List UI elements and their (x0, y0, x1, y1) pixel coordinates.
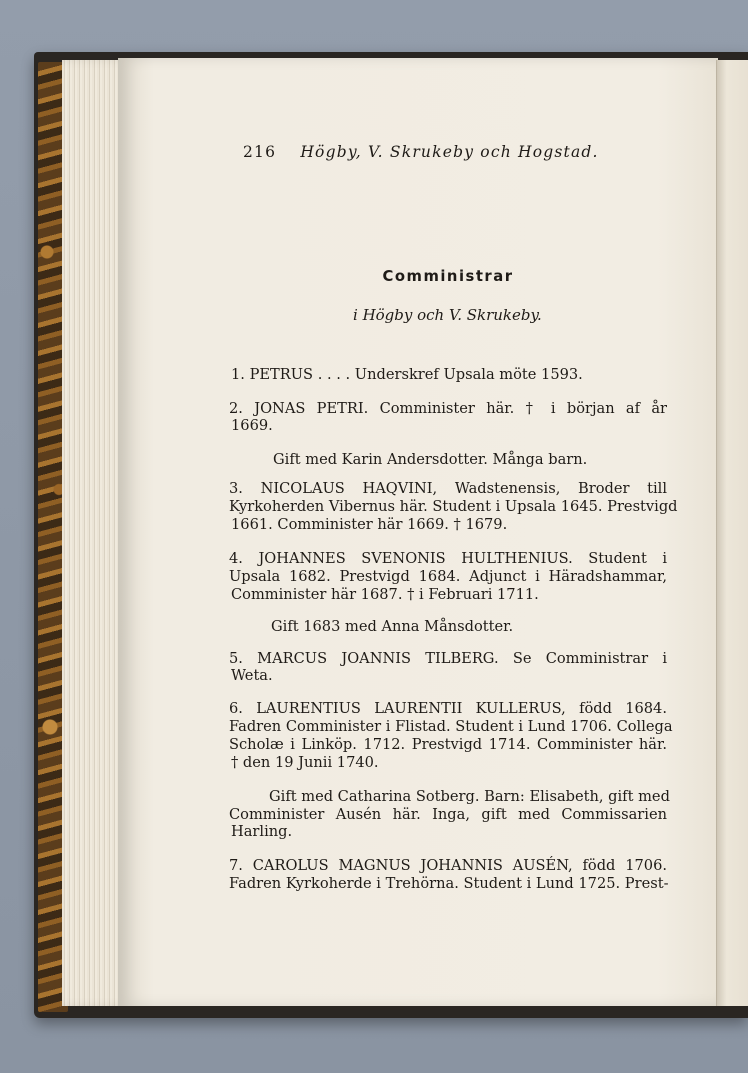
entry-1-line-1: 1. PETRUS . . . . Underskref Upsala möte 1593. (231, 366, 583, 383)
entry-6-line-1: 6. LAURENTIUS LAURENTII KULLERUS, född 1684. (229, 700, 667, 717)
entry-3-line-1: 3. NICOLAUS HAQVINI, Wadstenensis, Broder till (229, 480, 667, 497)
facing-page-edge (716, 60, 748, 1006)
entry-4-line-4: Gift 1683 med Anna Månsdotter. (271, 618, 514, 635)
page-number: 216 (243, 143, 277, 161)
entry-6-line-4: † den 19 Junii 1740. (231, 754, 379, 771)
entry-7-line-2: Fadren Kyrkoherde i Trehörna. Student i Lund 1725. Prest- (229, 875, 669, 892)
entry-2-line-1: 2. JONAS PETRI. Comminister här. † i början af år (229, 400, 667, 417)
entry-5-line-1: 5. MARCUS JOANNIS TILBERG. Se Comministrar i (229, 650, 667, 667)
entry-6-line-6: Comminister Ausén här. Inga, gift med Commissarien (229, 806, 667, 823)
running-header (243, 143, 599, 161)
running-title: Högby, V. Skrukeby och Hogstad. (300, 143, 599, 161)
section-subtitle: i Högby och V. Skrukeby. (353, 306, 542, 324)
entry-6-line-3: Scholæ i Linköp. 1712. Prestvigd 1714. Comminister här. (229, 736, 667, 753)
entry-3-line-2: Kyrkoherden Vibernus här. Student i Upsala 1645. Prestvigd (229, 498, 678, 515)
entry-6-line-5: Gift med Catharina Sotberg. Barn: Elisabeth, gift med (269, 788, 670, 805)
entry-3-line-3: 1661. Comminister här 1669. † 1679. (231, 516, 508, 533)
entry-7-line-1: 7. CAROLUS MAGNUS JOHANNIS AUSÉN, född 1706. (229, 857, 667, 874)
entry-6-line-2: Fadren Comminister i Flistad. Student i Lund 1706. Collega (229, 718, 673, 735)
entry-2-line-3: Gift med Karin Andersdotter. Många barn. (273, 451, 588, 468)
entry-2-line-2: 1669. (231, 417, 273, 434)
entry-4-line-2: Upsala 1682. Prestvigd 1684. Adjunct i Häradshammar, (229, 568, 667, 585)
entry-4-line-3: Comminister här 1687. † i Februari 1711. (231, 586, 539, 603)
entry-6-line-7: Harling. (231, 823, 293, 840)
section-title: Comministrar (382, 268, 514, 285)
entry-4-line-1: 4. JOHANNES SVENONIS HULTHENIUS. Student i (229, 550, 667, 567)
entry-5-line-2: Weta. (231, 667, 273, 684)
